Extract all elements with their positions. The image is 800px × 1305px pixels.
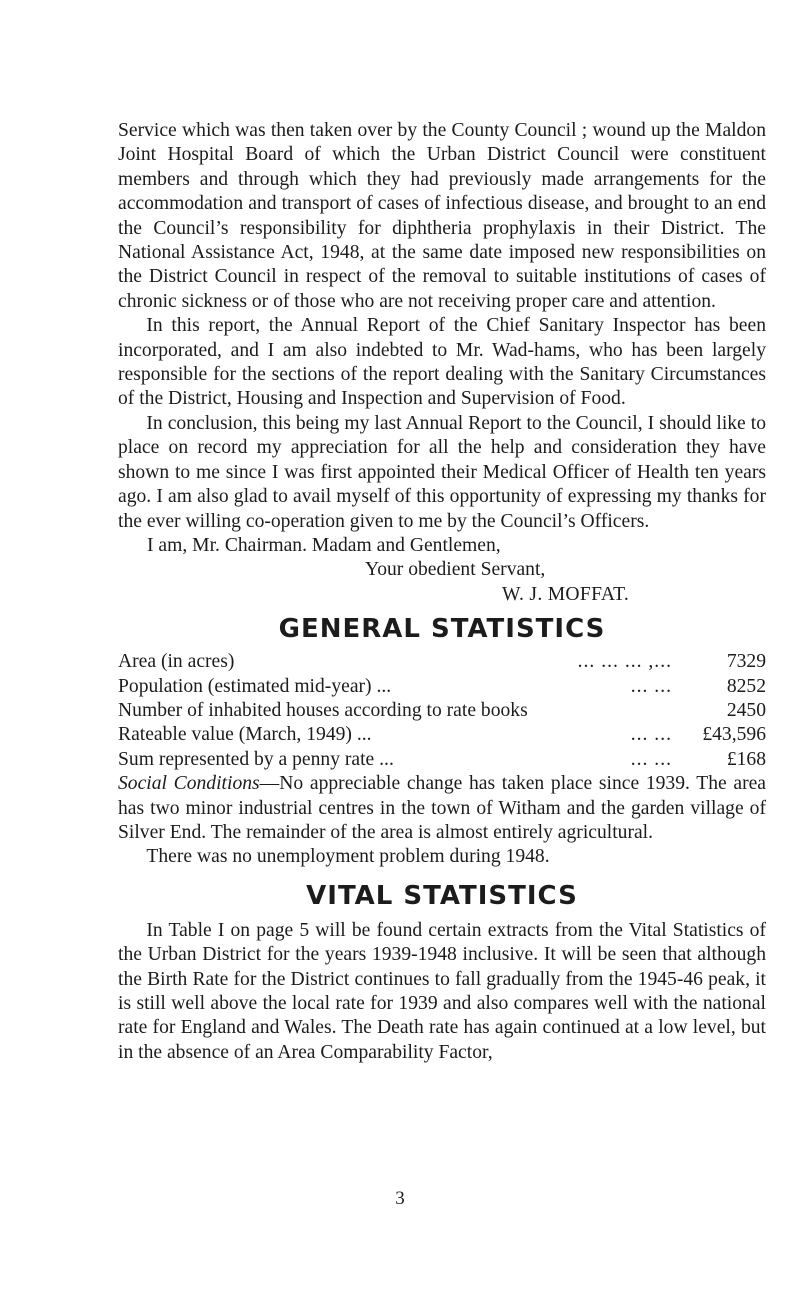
- stat-value: £168: [726, 748, 766, 770]
- general-statistics-table: [118, 650, 766, 772]
- signature: W. J. MOFFAT.: [502, 583, 630, 605]
- document-page: [118, 119, 766, 1065]
- stat-leader-dots: ... ...: [630, 724, 672, 746]
- stat-leader-dots: ... ... ... ,...: [577, 651, 672, 673]
- stat-value: £43,596: [702, 724, 766, 746]
- stat-row-rateable-value: [118, 723, 766, 747]
- stat-leader-dots: ... ...: [630, 675, 672, 697]
- stat-row-houses: [118, 699, 766, 723]
- stat-row-population: [118, 675, 766, 699]
- sign-off: Your obedient Servant,: [365, 559, 546, 581]
- unemployment-paragraph: There was no unemployment problem during 1948.: [146, 846, 550, 868]
- stat-value: 8252: [726, 675, 766, 697]
- stat-label: Area (in acres): [118, 651, 235, 673]
- stat-row-penny-rate: [118, 748, 766, 772]
- stat-row-area: [118, 650, 766, 674]
- stat-leader-dots: ... ...: [630, 748, 672, 770]
- stat-label: Sum represented by a penny rate ...: [118, 748, 394, 770]
- vital-statistics-heading: VITAL STATISTICS: [306, 880, 578, 911]
- social-conditions-text: —No appreciable change has taken place since 1939. The area has two minor industrial centres in the town of Witham and the garden village of Silver End. The remainder of the area is almost entirely agricultural.: [118, 773, 767, 843]
- stat-label: Number of inhabited houses according to rate books: [118, 699, 528, 721]
- intro-paragraph: Service which was then taken over by the County Council ; wound up the Maldon Joint Hospital Board of which the Urban District Council were constituent members and through which they had previously made arrangements for the accommodation and transport of cases of infectious disease, and brought to an end the Council’s responsibility for diphtheria prophylaxis in their District. The National Assistance Act, 1948, at the same date imposed new responsibilities on the District Council in respect of the removal to suitable institutions of cases of chronic sickness or of those who are not receiving proper care and attention.: [118, 120, 766, 312]
- salutation: I am, Mr. Chairman. Madam and Gentlemen,: [147, 534, 501, 556]
- social-conditions-paragraph: [118, 772, 766, 845]
- general-statistics-heading: GENERAL STATISTICS: [278, 614, 606, 645]
- stat-label: Population (estimated mid-year) ...: [118, 675, 392, 697]
- closing-block: [118, 534, 766, 607]
- page-number: 3: [395, 1188, 405, 1209]
- stat-value: 2450: [726, 699, 766, 721]
- stat-value: 7329: [726, 651, 766, 673]
- vital-statistics-paragraph: In Table I on page 5 will be found certain extracts from the Vital Statistics of the Urban District for the years 1939-1948 inclusive. It will be seen that although the Birth Rate for the District continues to fall gradually from the 1945-46 peak, it is still well above the local rate for 1939 and also compares well with the national rate for England and Wales. The Death rate has again continued at a low level, but in the absence of an Area Comparability Factor,: [118, 919, 766, 1063]
- stat-label: Rateable value (March, 1949) ...: [118, 724, 372, 746]
- conclusion-paragraph: In conclusion, this being my last Annual Report to the Council, I should like to place on record my appreciation for all the help and consideration they have shown to me since I was first appointed their Medical Officer of Health ten years ago. I am also glad to avail myself of this opportunity of expressing my thanks for the ever willing co-operation given to me by the Council’s Officers.: [118, 412, 766, 532]
- inspector-paragraph: In this report, the Annual Report of the Chief Sanitary Inspector has been incorporated, and I am also indebted to Mr. Wad-hams, who has been largely responsible for the sections of the report dealing with the Sanitary Circumstances of the District, Housing and Inspection and Supervision of Food.: [118, 315, 766, 410]
- social-conditions-title: Social Conditions: [118, 773, 260, 795]
